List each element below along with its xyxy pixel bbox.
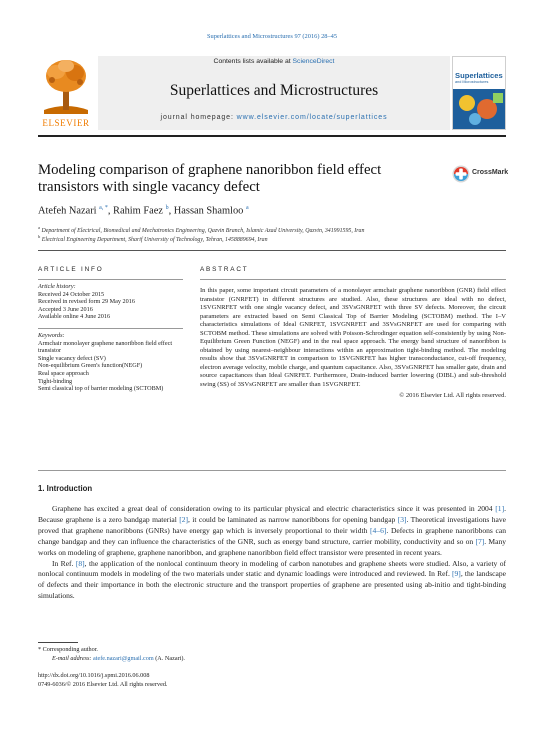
article-info-heading: ARTICLE INFO bbox=[38, 266, 104, 273]
citation-link[interactable]: [4–6] bbox=[370, 525, 387, 535]
author-name[interactable]: Atefeh Nazari bbox=[38, 205, 97, 217]
crossmark-label: CrossMark bbox=[472, 169, 509, 176]
keyword-item: Real space approach bbox=[38, 369, 89, 377]
citation-link[interactable]: [1] bbox=[495, 504, 505, 513]
crossmark-badge[interactable] bbox=[452, 163, 508, 187]
paragraph-text: . Many works on modeling of graphene, graphene nanoribbon, and graphene nanoribbon field effect transistor were presented in recent years. bbox=[38, 536, 506, 557]
keyword-item: Semi classical top of barrier modeling (SCTOBM) bbox=[38, 385, 164, 393]
masthead-divider bbox=[38, 135, 506, 137]
paragraph-text: Graphene has excited a great deal of consideration owing to its particular physical and electric characteristics since it was presented in 2004 bbox=[52, 504, 496, 513]
homepage-line bbox=[98, 114, 450, 121]
email-note bbox=[38, 655, 506, 662]
author-separator: , bbox=[168, 205, 174, 217]
footnote-divider bbox=[38, 642, 78, 643]
author-affil-marker[interactable]: a bbox=[245, 205, 249, 211]
elsevier-wordmark: ELSEVIER bbox=[42, 118, 90, 128]
article-info-panel bbox=[38, 266, 183, 393]
keyword-item: Single vacancy defect (SV) bbox=[38, 354, 106, 362]
history-item: Received in revised form 29 May 2016 bbox=[38, 298, 135, 306]
article-title: Modeling comparison of graphene nanoribbon field effect transistors with single vacancy defect bbox=[38, 162, 382, 195]
introduction-body bbox=[38, 504, 506, 602]
article-info-rule bbox=[38, 279, 183, 280]
paragraph-text: , the application of the nonlocal continuum theory in modeling of carbon nanotubes and graphene sheets were studied. Also, a variety of nonlocal continuum models in modeling of the two materials under static and dynamic loadings were introduced and reviewed. In Ref. bbox=[38, 558, 506, 579]
cover-title: Superlattices bbox=[455, 71, 503, 80]
journal-masthead bbox=[38, 56, 506, 130]
section-heading: 1. Introduction bbox=[38, 484, 93, 493]
affiliation-marker: a bbox=[38, 225, 40, 230]
journal-reference[interactable]: Superlattices and Microstructures 97 (2016) 28–45 bbox=[206, 33, 338, 40]
cover-subtitle: and Microstructures bbox=[455, 80, 489, 84]
author-affil-marker[interactable]: b bbox=[165, 205, 169, 211]
elsevier-logo[interactable] bbox=[38, 56, 94, 130]
author-name[interactable]: Hassan Shamloo bbox=[173, 205, 244, 217]
history-item: Accepted 3 June 2016 bbox=[38, 305, 93, 313]
keyword-item: Tight-binding bbox=[38, 377, 73, 385]
paragraph bbox=[38, 504, 506, 559]
paragraph-text: In Ref. bbox=[52, 558, 76, 568]
keyword-item: Armchair monolayer graphene nanoribbon field effect transistor bbox=[38, 339, 173, 355]
paragraph-text: . Theoretical investigations have proved that graphene nanoribbons (GNRs) have energy gap which is inversely proportional to their width bbox=[38, 514, 506, 535]
email-link[interactable]: atefe.nazari@gmail.com bbox=[93, 655, 154, 662]
homepage-link[interactable]: www.elsevier.com/locate/superlattices bbox=[236, 114, 388, 121]
masthead-center-panel bbox=[98, 56, 450, 130]
citation-link[interactable]: [2] bbox=[179, 514, 189, 524]
homepage-prefix: journal homepage: bbox=[160, 114, 237, 121]
affiliation-marker: b bbox=[38, 234, 41, 239]
email-suffix: (A. Nazari). bbox=[153, 655, 185, 662]
paragraph-text: , it could be laminated as narrow nanoribbons for opening bandgap bbox=[188, 514, 398, 524]
affiliation bbox=[38, 234, 498, 243]
history-item: Received 24 October 2015 bbox=[38, 290, 105, 298]
affiliation bbox=[38, 225, 498, 234]
paragraph-text: . Because graphene is a zero bandgap material bbox=[38, 504, 506, 524]
keywords-label: Keywords: bbox=[38, 331, 65, 339]
paragraph bbox=[38, 559, 506, 603]
journal-name[interactable]: Superlattices and Microstructures bbox=[169, 82, 379, 99]
issn-line: 0749-6036/© 2016 Elsevier Ltd. All rights reserved. bbox=[38, 681, 168, 688]
keyword-item: Non-equilibrium Green's function(NEGF) bbox=[38, 362, 143, 370]
citation-link[interactable]: [7] bbox=[475, 536, 485, 546]
author-name[interactable]: Rahim Faez bbox=[113, 205, 163, 217]
elsevier-tree-icon bbox=[38, 56, 94, 118]
header-divider bbox=[38, 250, 506, 251]
abstract-panel bbox=[200, 266, 506, 399]
contents-prefix: Contents lists available at bbox=[213, 58, 293, 65]
doi-link[interactable]: http://dx.doi.org/10.1016/j.spmi.2016.06.008 bbox=[38, 672, 150, 679]
abstract-rule bbox=[200, 279, 506, 280]
copyright-notice: © 2016 Elsevier Ltd. All rights reserved. bbox=[399, 392, 506, 399]
body-divider bbox=[38, 470, 506, 471]
keyword-list bbox=[38, 332, 183, 393]
citation-link[interactable]: [3] bbox=[397, 514, 407, 524]
author-affil-marker[interactable]: a, * bbox=[99, 205, 108, 211]
paragraph-text: . Defects in graphene nanoribbons can change bandgap and they can influence the characteristics of the GNR, such as energy band structure, carrier mobility, conductivity and so on bbox=[38, 525, 506, 546]
abstract-heading: ABSTRACT bbox=[200, 266, 249, 273]
affiliation-text: Electrical Engineering Department, Sharif University of Technology, Tehran, 1458889694, Iran bbox=[41, 236, 268, 243]
paragraph-text: , the landscape of defects and their importance in both the electronic structure and the transport properties of graphene are presented using ab-initio and tight-binding simulations. bbox=[38, 569, 506, 601]
history-label: Article history: bbox=[38, 283, 76, 290]
corresponding-author-note: * Corresponding author. bbox=[38, 646, 98, 653]
keywords-rule bbox=[38, 328, 183, 329]
crossmark-icon bbox=[452, 165, 470, 183]
journal-cover-thumbnail[interactable] bbox=[452, 56, 506, 130]
email-label: E-mail address: bbox=[52, 655, 94, 662]
contents-line bbox=[98, 58, 450, 65]
citation-link[interactable]: [9] bbox=[452, 569, 461, 579]
affiliation-text: Department of Electrical, Biomedical and Mechatronics Engineering, Qazvin Branch, Islamic Azad University, Qazvin, 341991595, Iran bbox=[41, 227, 365, 234]
author-list bbox=[38, 205, 249, 216]
cover-art-icon bbox=[453, 89, 506, 129]
sciencedirect-link[interactable]: ScienceDirect bbox=[292, 58, 335, 65]
abstract-text: In this paper, some important circuit parameters of a monolayer armchair graphene nanoribbon (GNR) field effect transistor (GNRFET) in different structures are studied. Also, these structures are ideal with no defect, 1SVGNRFET with one single vacancy defect, and 3SVsGNRFET with three SV defects. Moreover, the circuit parameters are extracted based on Semi Classical Top of Barrier Modeling (SCTOBM) method. The I–V characteristics simulations of Ideal GNRFET, 1SVGNRFET and 3SVsGNRFET are used for comparing with SCTOBM method. These simulations are solved with Poisson-Schrodinger equation self-consistently by using Non- Equilibrium Green Function (NEGF) and in the real space approach. The energy band structure of nanoribbon is obtained by using nearest–neighbour interactions within an approximation tight-binding method. The modeling results show that 3SVsGNRFET in comparison to 1SVGNRFET has higher transconductance, cut-off frequency, electron average velocity, mobile charge, and quantum capacitance. Also, 3SVsGNRFET has smaller gate, drain and source capacitances than Ideal GNRFET. Furthermore, Drain-induced barrier lowering (DIBL) and sub-threshold swing (SS) of 3SVsGNRFET are smaller than 1SVGNRFET. bbox=[200, 287, 506, 388]
article-history bbox=[38, 283, 183, 321]
history-item: Available online 4 June 2016 bbox=[38, 313, 111, 321]
author-separator: , bbox=[107, 205, 114, 217]
citation-link[interactable]: [8] bbox=[75, 558, 85, 568]
